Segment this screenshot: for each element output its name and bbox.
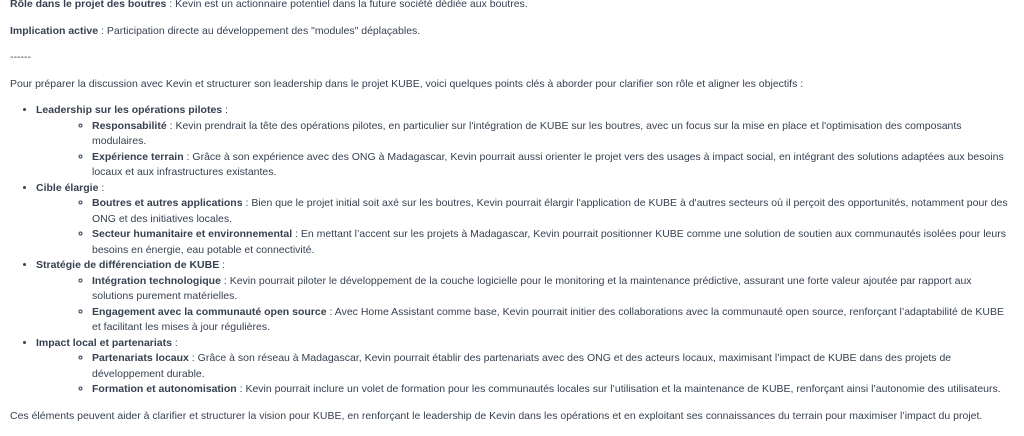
sub-item-text: Kevin pourrait piloter le développement de la couche logicielle pour le monitoring et la maintenance prédictive, assurant une forte valeur ajoutée par rapport aux solutions purement matérielles. [92, 274, 972, 302]
sub-item-text: Bien que le projet initial soit axé sur les boutres, Kevin pourrait élargir l'application de KUBE à d'autres secteurs où il perçoit des opportunités, notamment pour des ONG et des initiatives locales. [92, 197, 1008, 225]
term-label: Engagement avec la communauté open source [92, 305, 327, 318]
term-label: Implication active [10, 24, 99, 37]
sub-item-secteur-humanitaire [92, 227, 1014, 258]
sub-item-formation-autonomisation [92, 382, 1014, 398]
label-separator: : [166, 0, 176, 10]
sub-item-text: Grâce à son expérience avec des ONG à Madagascar, Kevin pourrait aussi orienter le projet vers des usages à impact social, en intégrant des solutions adaptées aux besoins locaux et aux infrastructures existantes. [92, 150, 1004, 178]
term-label: Impact local et partenariats [36, 336, 172, 349]
list-item-cible-elargie [36, 181, 1014, 259]
label-separator: : [292, 228, 301, 240]
paragraph-text: Kevin est un actionnaire potentiel dans la future société dédiée aux boutres. [175, 0, 528, 10]
heading-separator: : [171, 336, 178, 349]
list-item-strategie-differenciation [36, 258, 1014, 336]
list-item-impact-local [36, 336, 1014, 398]
sub-list [36, 351, 1014, 398]
sub-item-text: Kevin pourrait inclure un volet de formation pour les communautés locales sur l’utilisation et la maintenance de KUBE, renforçant ainsi l’autonomie des utilisateurs. [245, 383, 1001, 395]
sub-list [36, 274, 1014, 336]
term-label: Secteur humanitaire et environnemental [92, 228, 293, 240]
label-separator: : [183, 150, 193, 163]
sub-item-text: Grâce à son réseau à Madagascar, Kevin pourrait établir des partenariats avec des ONG et des acteurs locaux, maximisant l’impact de KUBE dans des projets de développement durable. [92, 352, 952, 380]
heading-separator: : [222, 104, 228, 116]
label-separator: : [326, 305, 335, 318]
sub-item-experience-terrain [92, 150, 1014, 181]
closing-paragraph: Ces éléments peuvent aider à clarifier et structurer la vision pour KUBE, en renforçant le leadership de Kevin dans les opérations et en exploitant ses connaissances du terrain pour maximiser l’impact du projet. [10, 409, 983, 422]
sub-item-text: Kevin prendrait la tête des opérations pilotes, en particulier sur l'intégration de KUBE sur les boutres, avec un focus sur la mise en place et l'optimisation des composants modulaires. [92, 119, 962, 147]
label-separator: : [236, 383, 246, 395]
term-label: Formation et autonomisation [92, 383, 237, 395]
sub-item-boutres-applications [92, 196, 1014, 227]
sub-item-responsabilite [92, 119, 1014, 150]
list-item-leadership [36, 103, 1014, 181]
label-separator: : [188, 352, 198, 364]
paragraph-text: Participation directe au développement des "modules" déplaçables. [106, 24, 421, 37]
label-separator: : [220, 274, 230, 287]
sub-item-text: Avec Home Assistant comme base, Kevin pourrait initier des collaborations avec la communauté open source, renforçant l’adaptabilité de KUBE et facilitant les mises à jour régulières. [92, 305, 1005, 333]
heading-separator: : [219, 259, 226, 271]
sub-item-partenariats-locaux [92, 351, 1014, 382]
term-label: Boutres et autres applications [92, 197, 243, 209]
term-label: Expérience terrain [92, 150, 184, 163]
heading-separator: : [98, 181, 105, 194]
term-label: Intégration technologique [92, 274, 221, 287]
label-separator: : [242, 197, 252, 209]
term-label: Partenariats locaux [92, 352, 189, 364]
label-separator: : [166, 119, 176, 132]
separator-dashes: ------ [10, 51, 31, 63]
topic-list [10, 103, 1014, 398]
sub-item-integration-technologique [92, 274, 1014, 305]
term-label: Responsabilité [92, 119, 167, 132]
term-label: Leadership sur les opérations pilotes [36, 104, 223, 116]
sub-list [36, 196, 1014, 258]
sub-item-text: En mettant l’accent sur les projets à Madagascar, Kevin pourrait positionner KUBE comme une solution de soutien aux communautés isolées pour leurs besoins en énergie, eau potable et connectivité. [92, 228, 1006, 256]
paragraph-implication [10, 24, 1014, 40]
term-label: Cible élargie [36, 181, 99, 194]
sub-item-engagement-open-source [92, 305, 1014, 336]
term-label: Rôle dans le projet des boutres [10, 0, 167, 10]
intro-paragraph: Pour préparer la discussion avec Kevin et structurer son leadership dans le projet KUBE, voici quelques points clés à aborder pour clarifier son rôle et aligner les objectifs : [10, 77, 804, 90]
paragraph-role [10, 0, 1014, 13]
label-separator: : [98, 24, 107, 37]
sub-list [36, 119, 1014, 181]
term-label: Stratégie de différenciation de KUBE [36, 259, 220, 271]
